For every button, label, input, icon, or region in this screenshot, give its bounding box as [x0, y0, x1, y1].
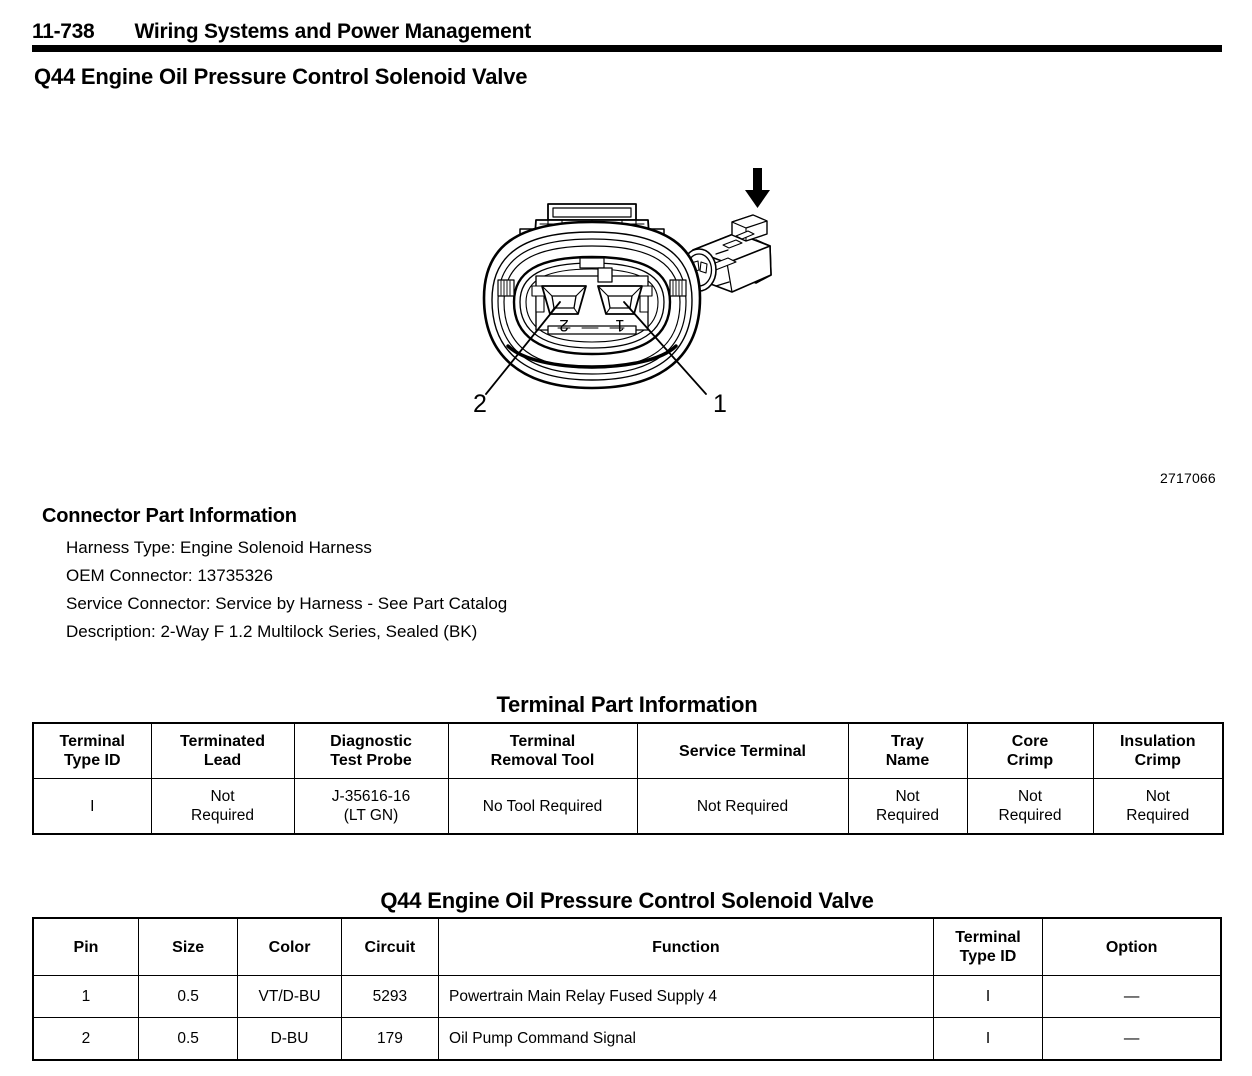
terminal-part-information-table	[32, 722, 1224, 835]
header-title: Wiring Systems and Power Management	[134, 20, 532, 43]
pin-assignment-table	[32, 917, 1222, 1061]
cell-option: —	[1043, 976, 1221, 1018]
col-function: Function	[439, 918, 934, 976]
cell-size: 0.5	[138, 976, 237, 1018]
cell-size: 0.5	[138, 1018, 237, 1061]
terminal-cavity-1	[598, 286, 642, 314]
cell-color: VT/D-BU	[238, 976, 341, 1018]
cavity-number-2: 2	[559, 316, 569, 335]
figure-reference-number: 2717066	[1160, 470, 1216, 486]
callout-label-1: 1	[713, 390, 727, 418]
table-header-row	[33, 918, 1221, 976]
col-service-terminal: Service Terminal	[637, 723, 848, 779]
table-row	[33, 976, 1221, 1018]
col-option: Option	[1043, 918, 1221, 976]
cell-function: Oil Pump Command Signal	[439, 1018, 934, 1061]
col-color: Color	[238, 918, 341, 976]
cell-function: Powertrain Main Relay Fused Supply 4	[439, 976, 934, 1018]
page-header	[32, 20, 1220, 44]
col-terminated-lead: Terminated Lead	[151, 723, 294, 779]
service-connector-line: Service Connector: Service by Harness - See Part Catalog	[66, 594, 508, 613]
col-terminal-type-id: Terminal Type ID	[33, 723, 151, 779]
cell-terminal-type-id: I	[933, 1018, 1043, 1061]
cell-diagnostic-test-probe: J-35616-16 (LT GN)	[294, 779, 448, 835]
col-pin: Pin	[33, 918, 138, 976]
col-size: Size	[138, 918, 237, 976]
col-insulation-crimp: Insulation Crimp	[1093, 723, 1223, 779]
page-title: Q44 Engine Oil Pressure Control Solenoid Valve	[34, 64, 528, 89]
connector-face-view	[484, 204, 700, 388]
harness-type-line: Harness Type: Engine Solenoid Harness	[66, 538, 372, 557]
pin-table-heading: Q44 Engine Oil Pressure Control Solenoid Valve	[380, 888, 874, 913]
cell-terminal-type-id: I	[933, 976, 1043, 1018]
col-tray-name: Tray Name	[848, 723, 967, 779]
col-terminal-removal-tool: Terminal Removal Tool	[448, 723, 637, 779]
col-core-crimp: Core Crimp	[967, 723, 1093, 779]
col-circuit: Circuit	[341, 918, 438, 976]
page-number: 11-738	[32, 20, 95, 43]
cell-service-terminal: Not Required	[637, 779, 848, 835]
cell-circuit: 179	[341, 1018, 438, 1061]
cell-terminal-type-id: I	[33, 779, 151, 835]
callout-label-2: 2	[473, 390, 487, 418]
col-terminal-type-id: Terminal Type ID	[933, 918, 1043, 976]
cell-core-crimp: Not Required	[967, 779, 1093, 835]
header-rule-divider	[32, 45, 1222, 52]
terminal-part-information-heading: Terminal Part Information	[496, 692, 758, 717]
cell-tray-name: Not Required	[848, 779, 967, 835]
table-row	[33, 779, 1223, 835]
table-header-row	[33, 723, 1223, 779]
cell-terminal-removal-tool: No Tool Required	[448, 779, 637, 835]
cell-option: —	[1043, 1018, 1221, 1061]
table-row	[33, 1018, 1221, 1061]
connector-part-information	[42, 505, 742, 646]
cell-color: D-BU	[238, 1018, 341, 1061]
cell-pin: 2	[33, 1018, 138, 1061]
cell-circuit: 5293	[341, 976, 438, 1018]
col-diagnostic-test-probe: Diagnostic Test Probe	[294, 723, 448, 779]
cell-terminated-lead: Not Required	[151, 779, 294, 835]
connector-figure	[440, 150, 840, 440]
down-arrow-icon	[745, 168, 770, 208]
cell-pin: 1	[33, 976, 138, 1018]
cell-insulation-crimp: Not Required	[1093, 779, 1223, 835]
description-line: Description: 2-Way F 1.2 Multilock Series, Sealed (BK)	[66, 622, 478, 641]
oem-connector-line: OEM Connector: 13735326	[66, 566, 273, 585]
terminal-cavity-2	[542, 286, 586, 314]
connector-part-information-heading: Connector Part Information	[42, 505, 297, 527]
cavity-number-1: 1	[615, 316, 625, 335]
